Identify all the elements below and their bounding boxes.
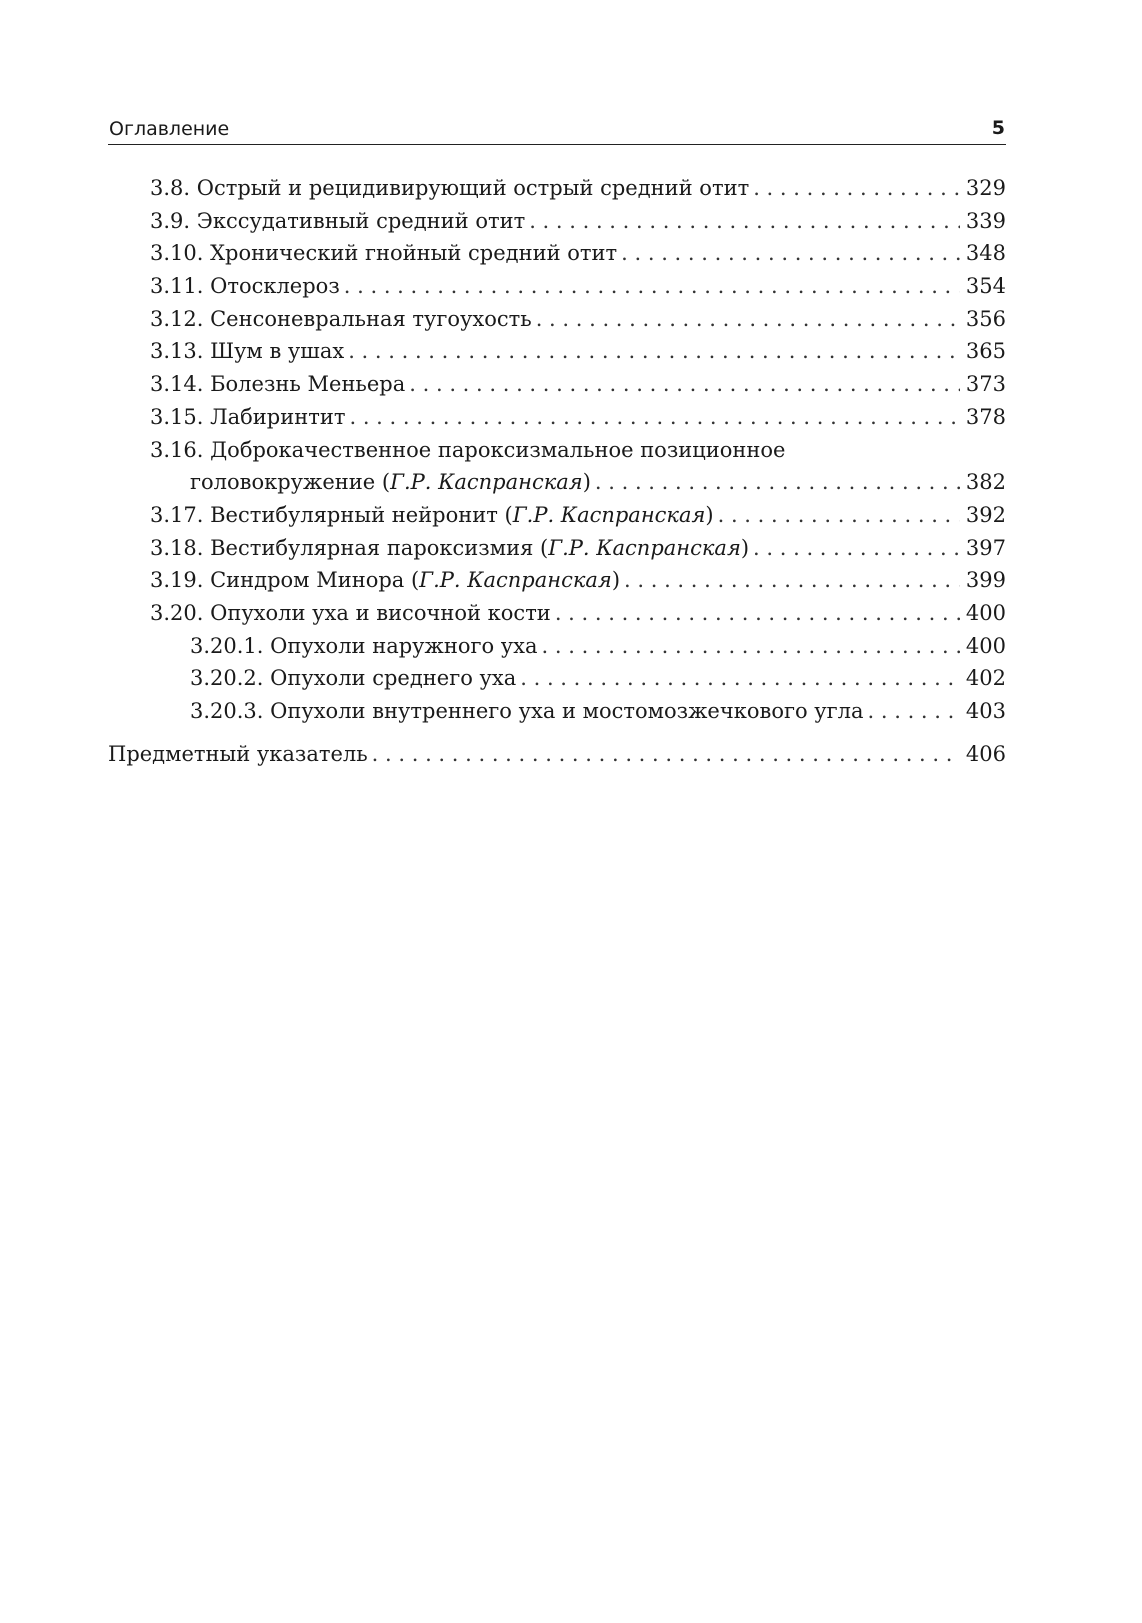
toc-entry-author: Г.Р. Каспранская xyxy=(512,502,706,527)
toc-entry-title: 3.8. Острый и рецидивирующий острый средний отит xyxy=(150,176,750,200)
dot-leader xyxy=(542,630,960,663)
table-of-contents xyxy=(0,172,1142,770)
toc-entry-3-20[interactable] xyxy=(0,597,1142,630)
dot-leader xyxy=(372,738,960,771)
toc-entry-title: 3.10. Хронический гнойный средний отит xyxy=(150,241,618,266)
toc-entry-page: 354 xyxy=(965,274,1006,299)
toc-entry-title: 3.12. Сенсоневральная тугоухость xyxy=(150,306,532,331)
toc-entry-title: 3.13. Шум в ушах xyxy=(150,339,345,364)
toc-entry-title: 3.19. Синдром Минора (Г.Р. Каспранская) xyxy=(150,568,621,593)
dot-leader xyxy=(529,205,960,238)
dot-leader xyxy=(868,695,960,728)
toc-entry-author: Г.Р. Каспранская xyxy=(390,470,583,495)
page-number: 5 xyxy=(991,117,1005,139)
toc-entry-page: 378 xyxy=(965,404,1006,429)
toc-entry-title: 3.20.3. Опухоли внутреннего уха и мостомозжечкового угла xyxy=(190,699,864,723)
dot-leader xyxy=(349,401,959,434)
toc-entry-3-17[interactable] xyxy=(0,499,1142,532)
toc-entry-page: 365 xyxy=(965,339,1006,364)
toc-entry-3-9[interactable] xyxy=(0,205,1142,238)
dot-leader xyxy=(753,172,960,205)
toc-entry-page: 403 xyxy=(965,699,1006,723)
toc-entry-3-11[interactable] xyxy=(0,270,1142,303)
toc-entry-subject-index[interactable] xyxy=(0,738,1142,771)
toc-entry-page: 399 xyxy=(965,568,1006,593)
toc-entry-page: 406 xyxy=(965,741,1006,766)
toc-entry-page: 382 xyxy=(965,470,1006,495)
toc-entry-title: 3.20.1. Опухоли наружного уха xyxy=(190,633,538,658)
toc-entry-3-19[interactable] xyxy=(0,564,1142,597)
toc-entry-3-18[interactable] xyxy=(0,532,1142,565)
toc-entry-title: 3.11. Отосклероз xyxy=(150,274,340,299)
toc-entry-author: Г.Р. Каспранская xyxy=(548,535,741,560)
toc-entry-3-13[interactable] xyxy=(0,335,1142,368)
dot-leader xyxy=(595,466,960,499)
toc-entry-3-20-2[interactable] xyxy=(0,662,1142,695)
toc-entry-title: 3.9. Экссудативный средний отит xyxy=(150,208,526,233)
toc-entry-title: 3.15. Лабиринтит xyxy=(150,404,346,429)
toc-entry-title-continuation: головокружение (Г.Р. Каспранская) xyxy=(190,470,591,495)
toc-entry-page: 348 xyxy=(965,241,1006,266)
toc-entry-title: 3.14. Болезнь Меньера xyxy=(150,372,406,397)
dot-leader xyxy=(348,335,960,368)
toc-entry-title: Предметный указатель xyxy=(108,741,368,766)
dot-leader xyxy=(409,368,960,401)
toc-entry-page: 339 xyxy=(965,208,1006,233)
toc-entry-3-20-3[interactable] xyxy=(0,695,1142,728)
toc-entry-page: 397 xyxy=(965,535,1006,560)
dot-leader xyxy=(753,532,960,565)
dot-leader xyxy=(536,303,960,336)
toc-entry-page: 402 xyxy=(965,666,1006,691)
toc-entry-page: 356 xyxy=(965,306,1006,331)
toc-entry-title: 3.20. Опухоли уха и височной кости xyxy=(150,600,551,625)
dot-leader xyxy=(718,499,960,532)
toc-entry-3-15[interactable] xyxy=(0,401,1142,434)
toc-entry-title: 3.18. Вестибулярная пароксизмия (Г.Р. Каспранская) xyxy=(150,535,750,560)
toc-entry-3-14[interactable] xyxy=(0,368,1142,401)
toc-entry-page: 400 xyxy=(965,633,1006,658)
dot-leader xyxy=(555,597,960,630)
toc-entry-title: 3.20.2. Опухоли среднего уха xyxy=(190,666,517,691)
dot-leader xyxy=(520,662,960,695)
toc-entry-title: 3.17. Вестибулярный нейронит (Г.Р. Каспранская) xyxy=(150,502,714,527)
toc-entry-title: 3.16. Доброкачественное пароксизмальное позиционное xyxy=(150,437,786,462)
dot-leader xyxy=(621,237,960,270)
toc-entry-page: 373 xyxy=(965,372,1006,397)
dot-leader xyxy=(624,564,960,597)
toc-entry-3-12[interactable] xyxy=(0,303,1142,336)
toc-entry-3-10[interactable] xyxy=(0,237,1142,270)
running-title: Оглавление xyxy=(109,118,230,140)
toc-entry-page: 392 xyxy=(965,502,1006,527)
dot-leader xyxy=(344,270,960,303)
toc-entry-page: 400 xyxy=(965,600,1006,625)
toc-entry-3-8[interactable] xyxy=(0,172,1142,205)
toc-entry-page: 329 xyxy=(965,176,1006,200)
page-header xyxy=(108,114,1006,145)
toc-entry-3-20-1[interactable] xyxy=(0,630,1142,663)
toc-entry-3-16[interactable] xyxy=(0,434,1142,499)
toc-entry-author: Г.Р. Каспранская xyxy=(419,568,612,593)
